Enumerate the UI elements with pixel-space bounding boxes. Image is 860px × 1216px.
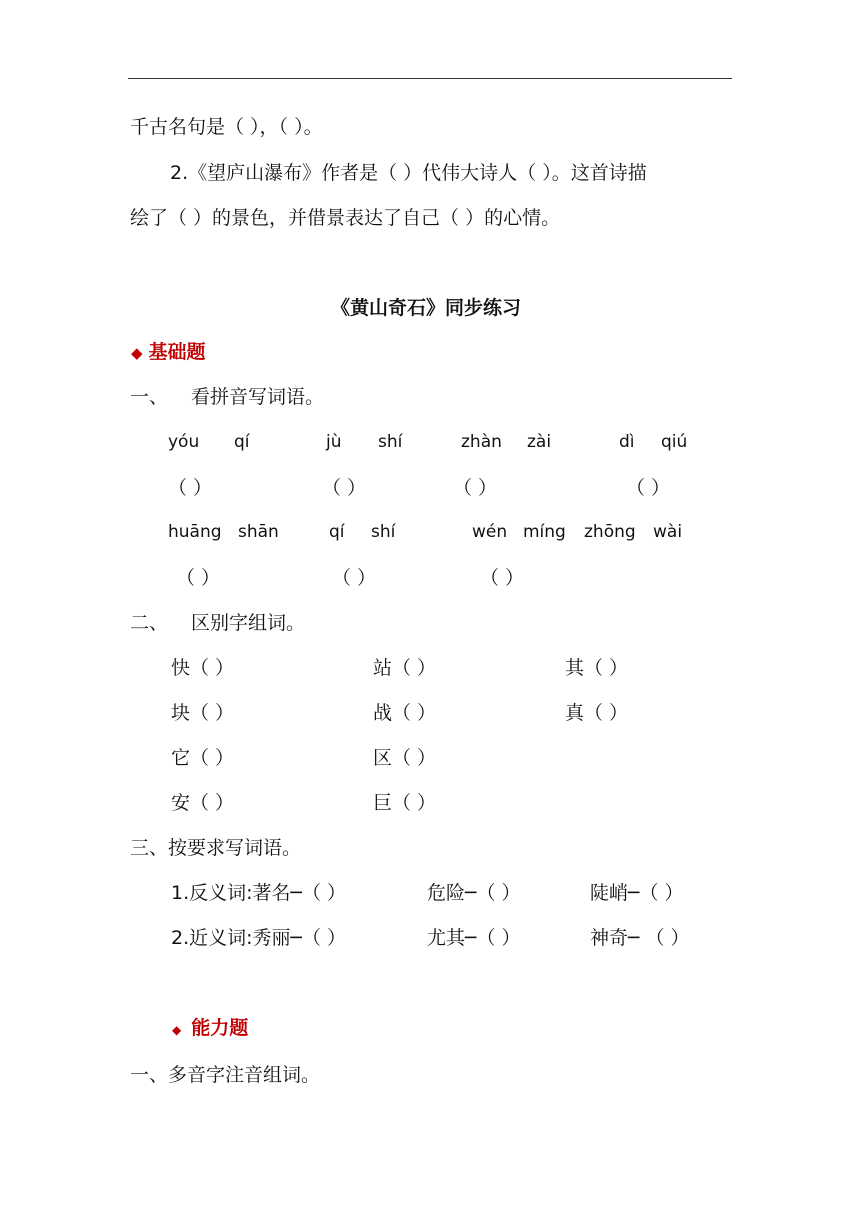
pinyin: qí	[234, 432, 250, 452]
section-ability-heading: ◆ 能力题	[172, 1017, 249, 1039]
char-word-item: 它（ ）	[171, 747, 235, 769]
pinyin: míng	[523, 522, 566, 542]
synonym-item: 神奇─ （ ）	[590, 927, 690, 949]
pinyin: huāng	[168, 522, 222, 542]
prev-question-2-line1: 2.《望庐山瀑布》作者是（ ）代伟大诗人（ ）。这首诗描	[170, 162, 647, 184]
antonym-item: 1.反义词:著名─（ ）	[171, 882, 347, 904]
synonym-item: 尤其─（ ）	[427, 927, 521, 949]
diamond-icon: ◆	[172, 1023, 182, 1037]
pinyin: zhōng	[584, 522, 636, 542]
pinyin: yóu	[168, 432, 200, 452]
char-word-item: 块（ ）	[171, 702, 235, 724]
basic-q2-label: 二、	[130, 612, 169, 634]
basic-q3-title: 三、按要求写词语。	[130, 837, 302, 859]
char-word-item: 其（ ）	[565, 657, 629, 679]
pinyin: dì	[619, 432, 635, 452]
pinyin: shí	[378, 432, 403, 452]
answer-blank: （ ）	[453, 477, 498, 499]
char-word-item: 真（ ）	[565, 702, 629, 724]
pinyin: shí	[371, 522, 396, 542]
basic-q1-text: 看拼音写词语。	[191, 386, 325, 408]
synonym-item: 2.近义词:秀丽─（ ）	[171, 927, 347, 949]
prev-question-line: 千古名句是（ ），（ ）。	[130, 116, 323, 138]
answer-blank: （ ）	[480, 567, 525, 589]
diamond-icon: ◆	[131, 344, 143, 362]
header-rule	[128, 78, 732, 79]
basic-q1-label: 一、	[130, 386, 169, 408]
prev-question-2-line2: 绘了（ ）的景色，并借景表达了自己（ ）的心情。	[130, 207, 561, 229]
pinyin: wài	[653, 522, 683, 542]
section-basic-heading: ◆ 基础题	[131, 341, 206, 363]
antonym-item: 陡峭─（ ）	[590, 882, 684, 904]
pinyin: zài	[527, 432, 552, 452]
pinyin: jù	[326, 432, 342, 452]
answer-blank: （ ）	[626, 477, 671, 499]
answer-blank: （ ）	[176, 567, 221, 589]
ability-q1-title: 一、多音字注音组词。	[130, 1064, 321, 1086]
char-word-item: 站（ ）	[373, 657, 437, 679]
char-word-item: 安（ ）	[171, 792, 235, 814]
pinyin: qí	[329, 522, 345, 542]
answer-blank: （ ）	[168, 477, 213, 499]
answer-blank: （ ）	[322, 477, 367, 499]
pinyin: qiú	[661, 432, 688, 452]
char-word-item: 巨（ ）	[373, 792, 437, 814]
basic-q2-text: 区别字组词。	[191, 612, 306, 634]
char-word-item: 区（ ）	[373, 747, 437, 769]
antonym-item: 危险─（ ）	[427, 882, 521, 904]
char-word-item: 快（ ）	[171, 657, 235, 679]
pinyin: zhàn	[461, 432, 502, 452]
page-title: 《黄山奇石》同步练习	[331, 297, 522, 319]
answer-blank: （ ）	[332, 567, 377, 589]
pinyin: wén	[472, 522, 508, 542]
pinyin: shān	[238, 522, 279, 542]
char-word-item: 战（ ）	[373, 702, 437, 724]
